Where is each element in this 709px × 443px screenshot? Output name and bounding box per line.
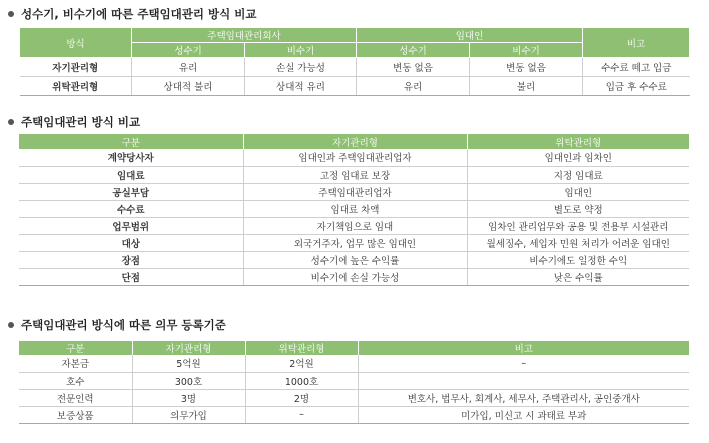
header-method: 방식 bbox=[20, 28, 132, 58]
table-cell: 3명 bbox=[132, 389, 245, 406]
table-cell: 1000호 bbox=[245, 372, 358, 389]
header-consigned: 위탁관리형 bbox=[467, 134, 689, 149]
table-cell: 변동 없음 bbox=[470, 58, 583, 77]
table-cell: 임대인과 주택임대관리업자 bbox=[243, 149, 467, 166]
table-row bbox=[19, 372, 689, 389]
row-label: 수수료 bbox=[19, 200, 243, 217]
table-cell: 입금 후 수수료 bbox=[583, 77, 690, 96]
table-cell: 낮은 수익률 bbox=[467, 268, 689, 285]
header-category: 구분 bbox=[19, 134, 243, 149]
table-row bbox=[19, 406, 689, 423]
table-cell: 비수기에도 일정한 수익 bbox=[467, 251, 689, 268]
subheader-peak: 성수기 bbox=[132, 43, 245, 58]
row-label: 보증상품 bbox=[19, 406, 132, 423]
table-cell: – bbox=[358, 355, 689, 372]
subheader-peak: 성수기 bbox=[357, 43, 470, 58]
table-cell: 수수료 떼고 입금 bbox=[583, 58, 690, 77]
header-self-managed: 자기관리형 bbox=[132, 341, 245, 355]
table-row bbox=[19, 149, 689, 166]
table-row bbox=[19, 183, 689, 200]
table-cell: 임대인과 임차인 bbox=[467, 149, 689, 166]
table-cell: 유리 bbox=[357, 77, 470, 96]
registration-criteria-table bbox=[19, 341, 689, 424]
table-row bbox=[20, 77, 690, 96]
section-title-text: 성수기, 비수기에 따른 주택임대관리 방식 비교 bbox=[21, 7, 257, 21]
table-cell: 별도로 약정 bbox=[467, 200, 689, 217]
section-title bbox=[8, 6, 256, 22]
row-label: 공실부담 bbox=[19, 183, 243, 200]
row-label: 대상 bbox=[19, 234, 243, 251]
section-title-text: 주택임대관리 방식 비교 bbox=[21, 115, 141, 129]
peak-season-comparison-table bbox=[19, 27, 690, 96]
section-title bbox=[8, 317, 226, 333]
table-cell: 상대적 불리 bbox=[132, 77, 245, 96]
table-cell: 지정 임대료 bbox=[467, 166, 689, 183]
row-label: 장점 bbox=[19, 251, 243, 268]
table-cell: 임차인 관리업무와 공용 및 전용부 시설관리 bbox=[467, 217, 689, 234]
table-cell: 300호 bbox=[132, 372, 245, 389]
table-cell: 임대인 bbox=[467, 183, 689, 200]
table-cell: 비수기에 손실 가능성 bbox=[243, 268, 467, 285]
header-company: 주택임대관리회사 bbox=[132, 28, 357, 43]
subheader-off-peak: 비수기 bbox=[470, 43, 583, 58]
table-row bbox=[19, 200, 689, 217]
table-row bbox=[19, 355, 689, 372]
management-method-comparison-table bbox=[19, 134, 689, 286]
table-cell: 외국거주자, 업무 많은 임대인 bbox=[243, 234, 467, 251]
header-landlord: 임대인 bbox=[357, 28, 583, 43]
header-category: 구분 bbox=[19, 341, 132, 355]
header-note: 비고 bbox=[583, 28, 690, 58]
table-cell: 불리 bbox=[470, 77, 583, 96]
table-row bbox=[20, 58, 690, 77]
table-cell bbox=[358, 372, 689, 389]
row-label: 업무범위 bbox=[19, 217, 243, 234]
header-self-managed: 자기관리형 bbox=[243, 134, 467, 149]
bullet-icon bbox=[8, 119, 14, 125]
table-row bbox=[19, 389, 689, 406]
table-cell: 2억원 bbox=[245, 355, 358, 372]
table-cell: 성수기에 높은 수익률 bbox=[243, 251, 467, 268]
table-cell: 월세징수, 세입자 민원 처리가 어려운 임대인 bbox=[467, 234, 689, 251]
row-label: 위탁관리형 bbox=[20, 77, 132, 96]
bullet-icon bbox=[8, 322, 14, 328]
table-cell: 2명 bbox=[245, 389, 358, 406]
header-consigned: 위탁관리형 bbox=[245, 341, 358, 355]
section-title-text: 주택임대관리 방식에 따른 의무 등록기준 bbox=[21, 318, 226, 332]
row-label: 자기관리형 bbox=[20, 58, 132, 77]
table-cell: 변호사, 법무사, 회계사, 세무사, 주택관리사, 공인중개사 bbox=[358, 389, 689, 406]
table-row bbox=[19, 268, 689, 285]
header-note: 비고 bbox=[358, 341, 689, 355]
row-label: 전문인력 bbox=[19, 389, 132, 406]
section-title bbox=[8, 114, 140, 130]
table-cell: 변동 없음 bbox=[357, 58, 470, 77]
table-cell: 임대료 차액 bbox=[243, 200, 467, 217]
table-row bbox=[19, 166, 689, 183]
table-cell: 5억원 bbox=[132, 355, 245, 372]
row-label: 계약당사자 bbox=[19, 149, 243, 166]
subheader-off-peak: 비수기 bbox=[245, 43, 357, 58]
table-cell: 미가입, 미신고 시 과태료 부과 bbox=[358, 406, 689, 423]
table-cell: 손실 가능성 bbox=[245, 58, 357, 77]
table-cell: 주택임대관리업자 bbox=[243, 183, 467, 200]
row-label: 호수 bbox=[19, 372, 132, 389]
table-cell: – bbox=[245, 406, 358, 423]
row-label: 임대료 bbox=[19, 166, 243, 183]
table-cell: 유리 bbox=[132, 58, 245, 77]
table-cell: 자기책임으로 임대 bbox=[243, 217, 467, 234]
table-row bbox=[19, 251, 689, 268]
row-label: 자본금 bbox=[19, 355, 132, 372]
bullet-icon bbox=[8, 11, 14, 17]
table-row bbox=[19, 217, 689, 234]
row-label: 단점 bbox=[19, 268, 243, 285]
table-cell: 의무가입 bbox=[132, 406, 245, 423]
table-cell: 고정 임대료 보장 bbox=[243, 166, 467, 183]
table-cell: 상대적 유리 bbox=[245, 77, 357, 96]
table-row bbox=[19, 234, 689, 251]
